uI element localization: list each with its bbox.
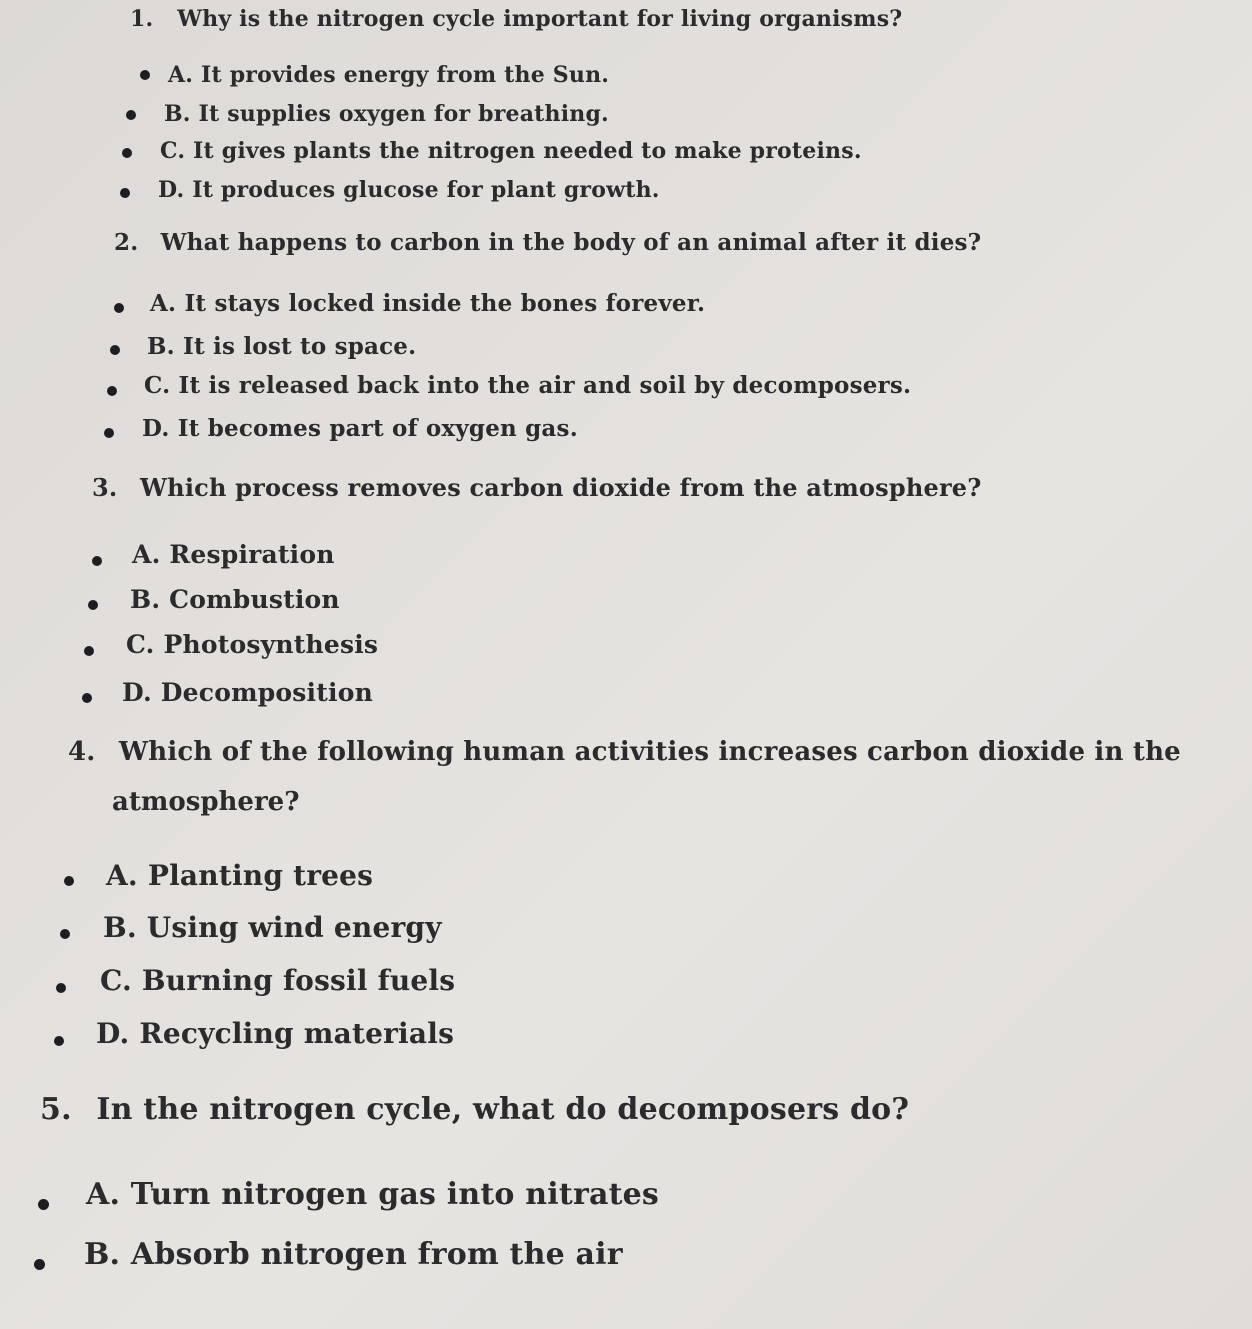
option-3b: B. Combustion — [130, 585, 340, 614]
bullet — [54, 1036, 64, 1046]
question-3 — [92, 473, 982, 502]
bullet — [126, 110, 136, 120]
question-number: 4. — [68, 737, 96, 767]
option-2a: A. It stays locked inside the bones forever. — [150, 290, 706, 317]
bullet — [92, 556, 102, 566]
question-text: Which of the following human activities increases carbon dioxide in the — [118, 737, 1181, 767]
option-4a: A. Planting trees — [106, 859, 374, 892]
option-5b: B. Absorb nitrogen from the air — [84, 1237, 623, 1272]
question-number: 5. — [40, 1092, 72, 1127]
bullet — [82, 693, 92, 703]
option-1d: D. It produces glucose for plant growth. — [158, 177, 660, 203]
question-number: 3. — [92, 473, 118, 502]
bullet — [34, 1259, 45, 1270]
question-2 — [114, 229, 981, 256]
option-3d: D. Decomposition — [122, 678, 373, 707]
bullet — [114, 303, 124, 313]
option-4c: C. Burning fossil fuels — [100, 964, 456, 997]
bullet — [104, 428, 114, 438]
bullet — [140, 70, 150, 80]
option-5a: A. Turn nitrogen gas into nitrates — [86, 1177, 660, 1212]
bullet — [122, 148, 132, 158]
question-1 — [130, 6, 902, 32]
option-3c: C. Photosynthesis — [126, 630, 379, 659]
bullet — [64, 876, 74, 886]
bullet — [60, 929, 70, 939]
question-text: Which process removes carbon dioxide from the atmosphere? — [140, 473, 982, 502]
question-text: What happens to carbon in the body of an animal after it dies? — [160, 229, 982, 256]
bullet — [107, 386, 117, 396]
bullet — [38, 1199, 49, 1210]
option-1b: B. It supplies oxygen for breathing. — [164, 101, 609, 127]
bullet — [110, 345, 120, 355]
option-1c: C. It gives plants the nitrogen needed to make proteins. — [160, 138, 862, 164]
question-number: 2. — [114, 229, 139, 256]
question-text: In the nitrogen cycle, what do decomposers do? — [96, 1092, 910, 1127]
bullet — [88, 600, 98, 610]
option-1a: A. It provides energy from the Sun. — [168, 62, 610, 88]
option-2b: B. It is lost to space. — [147, 333, 417, 360]
option-2c: C. It is released back into the air and soil by decomposers. — [144, 372, 912, 399]
option-2d: D. It becomes part of oxygen gas. — [142, 415, 578, 442]
bullet — [56, 983, 66, 993]
option-4d: D. Recycling materials — [96, 1017, 455, 1050]
question-text: Why is the nitrogen cycle important for living organisms? — [177, 6, 903, 32]
question-5 — [40, 1092, 909, 1127]
question-number: 1. — [130, 6, 154, 32]
bullet — [120, 188, 130, 198]
option-4b: B. Using wind energy — [103, 911, 442, 944]
bullet — [84, 646, 94, 656]
question-4 — [68, 737, 1181, 767]
option-3a: A. Respiration — [132, 540, 335, 569]
question-4-continuation: atmosphere? — [112, 787, 300, 817]
